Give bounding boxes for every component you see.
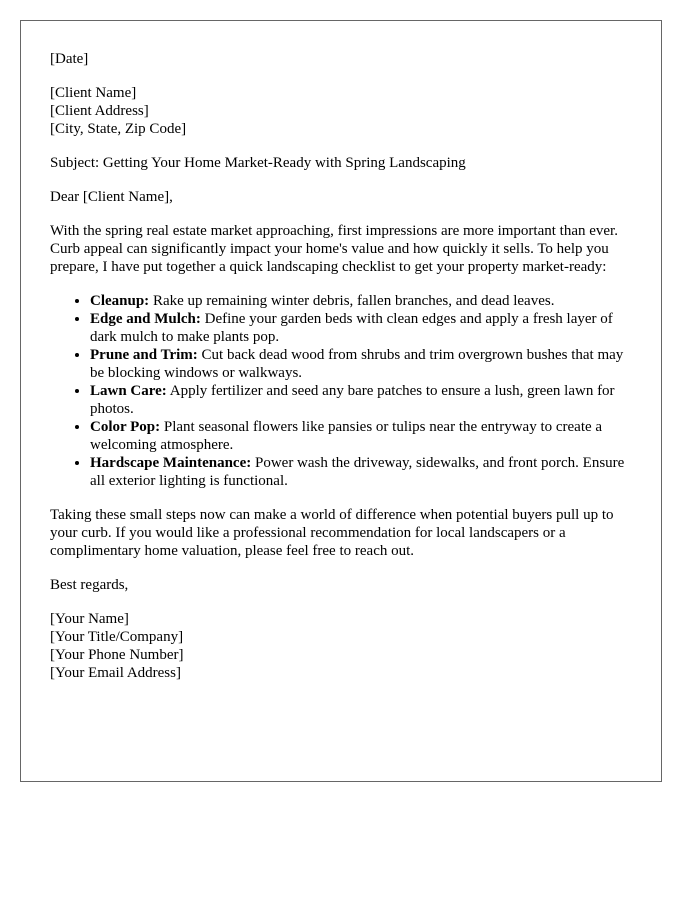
recipient-name: [Client Name] bbox=[50, 85, 137, 101]
checklist-item-prune-and-trim bbox=[90, 346, 632, 382]
checklist-item-text: Apply fertilizer and seed any bare patches to ensure a lush, green lawn for photos. bbox=[90, 383, 615, 417]
sender-email: [Your Email Address] bbox=[50, 665, 181, 681]
sender-title-company: [Your Title/Company] bbox=[50, 629, 184, 645]
letter-salutation: Dear [Client Name], bbox=[50, 189, 173, 205]
checklist-item-lawn-care bbox=[90, 382, 632, 418]
landscaping-checklist bbox=[50, 292, 632, 490]
closing-paragraph-block bbox=[50, 506, 632, 560]
signature-block bbox=[50, 610, 632, 682]
letter-date: [Date] bbox=[50, 51, 89, 67]
sender-name: [Your Name] bbox=[50, 611, 129, 627]
checklist-item-cleanup bbox=[90, 292, 632, 310]
signoff-block bbox=[50, 576, 632, 594]
checklist-item-title: Cleanup: bbox=[90, 293, 150, 309]
checklist-item-hardscape-maintenance bbox=[90, 454, 632, 490]
subject-block bbox=[50, 154, 632, 172]
checklist-item-title: Hardscape Maintenance: bbox=[90, 455, 252, 471]
checklist-item-title: Lawn Care: bbox=[90, 383, 167, 399]
recipient-city-state-zip: [City, State, Zip Code] bbox=[50, 121, 187, 137]
letter-page bbox=[20, 20, 662, 782]
checklist-item-text: Define your garden beds with clean edges and apply a fresh layer of dark mulch to make plants pop. bbox=[90, 311, 613, 345]
intro-paragraph: With the spring real estate market approaching, first impressions are more important than ever. Curb appeal can significantly impact your home's value and how quickly it sells. To help you prepare, I have put together a quick landscaping checklist to get your property market-ready: bbox=[50, 223, 618, 275]
checklist-item-text: Rake up remaining winter debris, fallen branches, and dead leaves. bbox=[149, 293, 555, 309]
closing-paragraph: Taking these small steps now can make a world of difference when potential buyers pull up to your curb. If you would like a professional recommendation for local landscapers or a complimentary home valuation, please feel free to reach out. bbox=[50, 507, 614, 559]
checklist-item-text: Power wash the driveway, sidewalks, and front porch. Ensure all exterior lighting is functional. bbox=[90, 455, 625, 489]
date-block bbox=[50, 50, 632, 68]
checklist-item-text: Plant seasonal flowers like pansies or tulips near the entryway to create a welcoming atmosphere. bbox=[90, 419, 603, 453]
checklist-item-color-pop bbox=[90, 418, 632, 454]
sender-phone: [Your Phone Number] bbox=[50, 647, 184, 663]
letter-subject: Subject: Getting Your Home Market-Ready with Spring Landscaping bbox=[50, 155, 466, 171]
letter-signoff: Best regards, bbox=[50, 577, 129, 593]
checklist-item-title: Color Pop: bbox=[90, 419, 161, 435]
checklist-item-title: Edge and Mulch: bbox=[90, 311, 201, 327]
intro-paragraph-block bbox=[50, 222, 632, 276]
recipient-address: [Client Address] bbox=[50, 103, 149, 119]
recipient-address-block bbox=[50, 84, 632, 138]
salutation-block bbox=[50, 188, 632, 206]
checklist-item-edge-and-mulch bbox=[90, 310, 632, 346]
checklist-item-text: Cut back dead wood from shrubs and trim overgrown bushes that may be blocking windows or walkways. bbox=[90, 347, 624, 381]
checklist-item-title: Prune and Trim: bbox=[90, 347, 198, 363]
